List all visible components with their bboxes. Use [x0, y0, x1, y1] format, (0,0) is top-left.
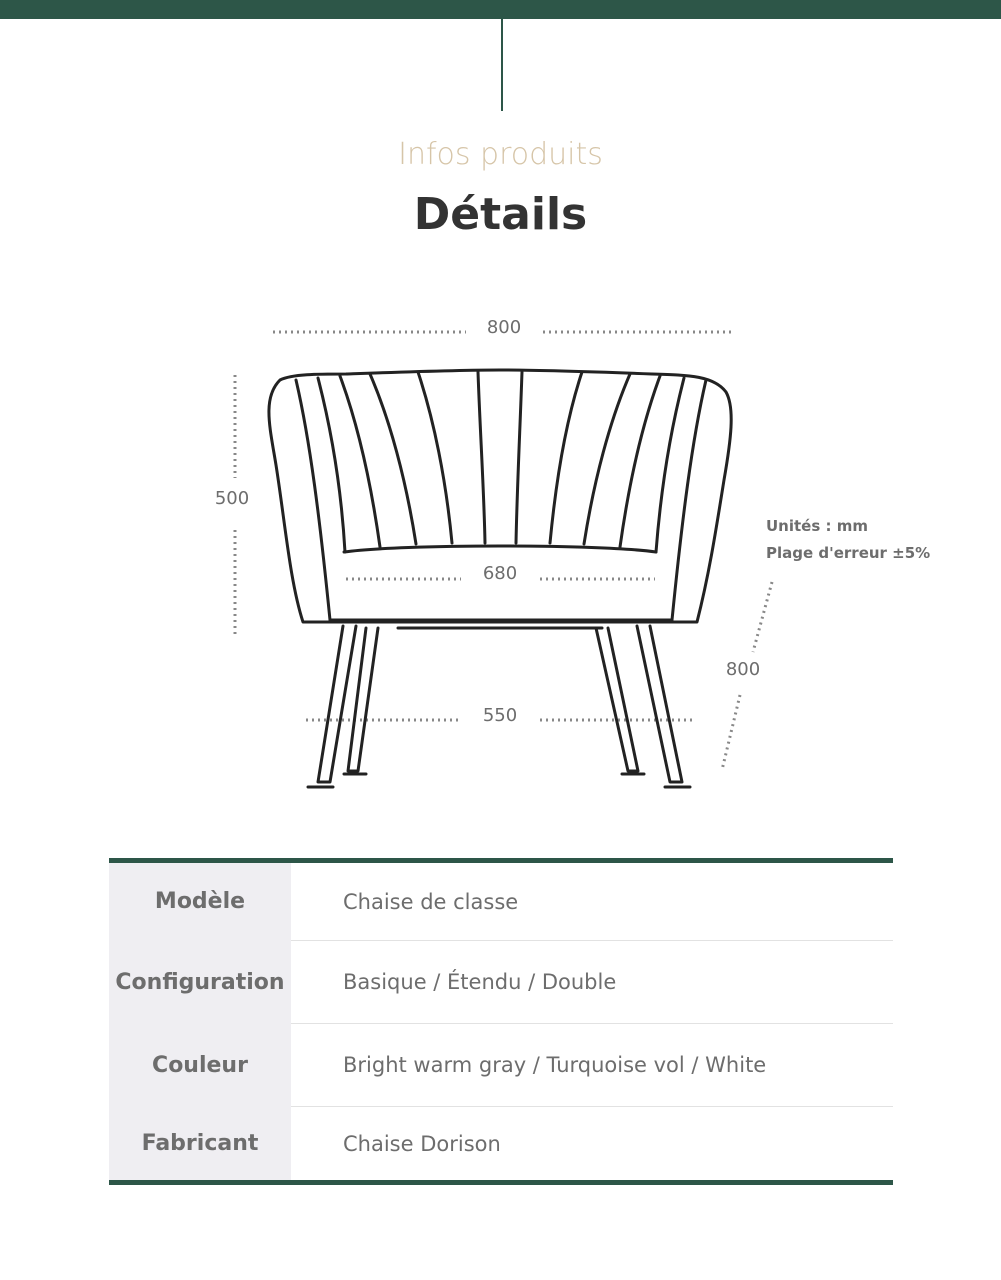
section-subtitle: Infos produits	[398, 137, 603, 172]
spec-label-configuration: Configuration	[109, 941, 291, 1024]
spec-value-model: Chaise de classe	[291, 861, 893, 941]
channel-line-5	[418, 372, 452, 543]
channel-line-8	[550, 372, 582, 543]
section-title: Détails	[413, 189, 588, 240]
table-row	[109, 941, 893, 1024]
tolerance-note: Plage d'erreur ±5%	[766, 544, 931, 562]
channel-line-2	[318, 378, 345, 552]
dim-seat-width: 680	[482, 563, 518, 584]
channel-line-1	[296, 380, 330, 620]
chair-dimension-diagram	[0, 300, 1001, 800]
spec-value-color: Bright warm gray / Turquoise vol / White	[291, 1024, 893, 1107]
leg-back-right	[596, 628, 638, 771]
spec-label-color: Couleur	[109, 1024, 291, 1107]
specs-table	[109, 858, 893, 1185]
dim-total-height: 800	[725, 659, 761, 680]
top-vertical-divider	[501, 19, 503, 111]
table-row	[109, 1024, 893, 1107]
dim-back-height: 500	[214, 488, 250, 509]
channel-line-3	[340, 376, 380, 547]
channel-line-12	[672, 380, 706, 620]
units-note: Unités : mm	[766, 517, 868, 535]
spec-value-manufacturer: Chaise Dorison	[343, 1131, 501, 1156]
height-dim-line-bottom	[722, 695, 740, 770]
top-accent-bar	[0, 0, 1001, 19]
spec-label-manufacturer: Fabricant	[109, 1107, 291, 1183]
channel-line-7	[516, 372, 522, 543]
spec-label-model: Modèle	[109, 861, 291, 941]
height-dim-line-top	[753, 582, 772, 652]
channel-line-6	[478, 372, 485, 543]
table-row	[109, 1107, 893, 1183]
channel-line-11	[656, 378, 684, 552]
dimension-labels	[215, 317, 760, 726]
channel-line-10	[620, 376, 660, 547]
chair-seat-top	[344, 546, 656, 552]
diagram-notes	[766, 517, 930, 562]
dim-overall-width: 800	[486, 317, 522, 338]
table-row	[109, 861, 893, 941]
leg-front-right	[637, 626, 682, 782]
dim-leg-span: 550	[482, 705, 518, 726]
spec-value-configuration: Basique / Étendu / Double	[291, 941, 893, 1024]
